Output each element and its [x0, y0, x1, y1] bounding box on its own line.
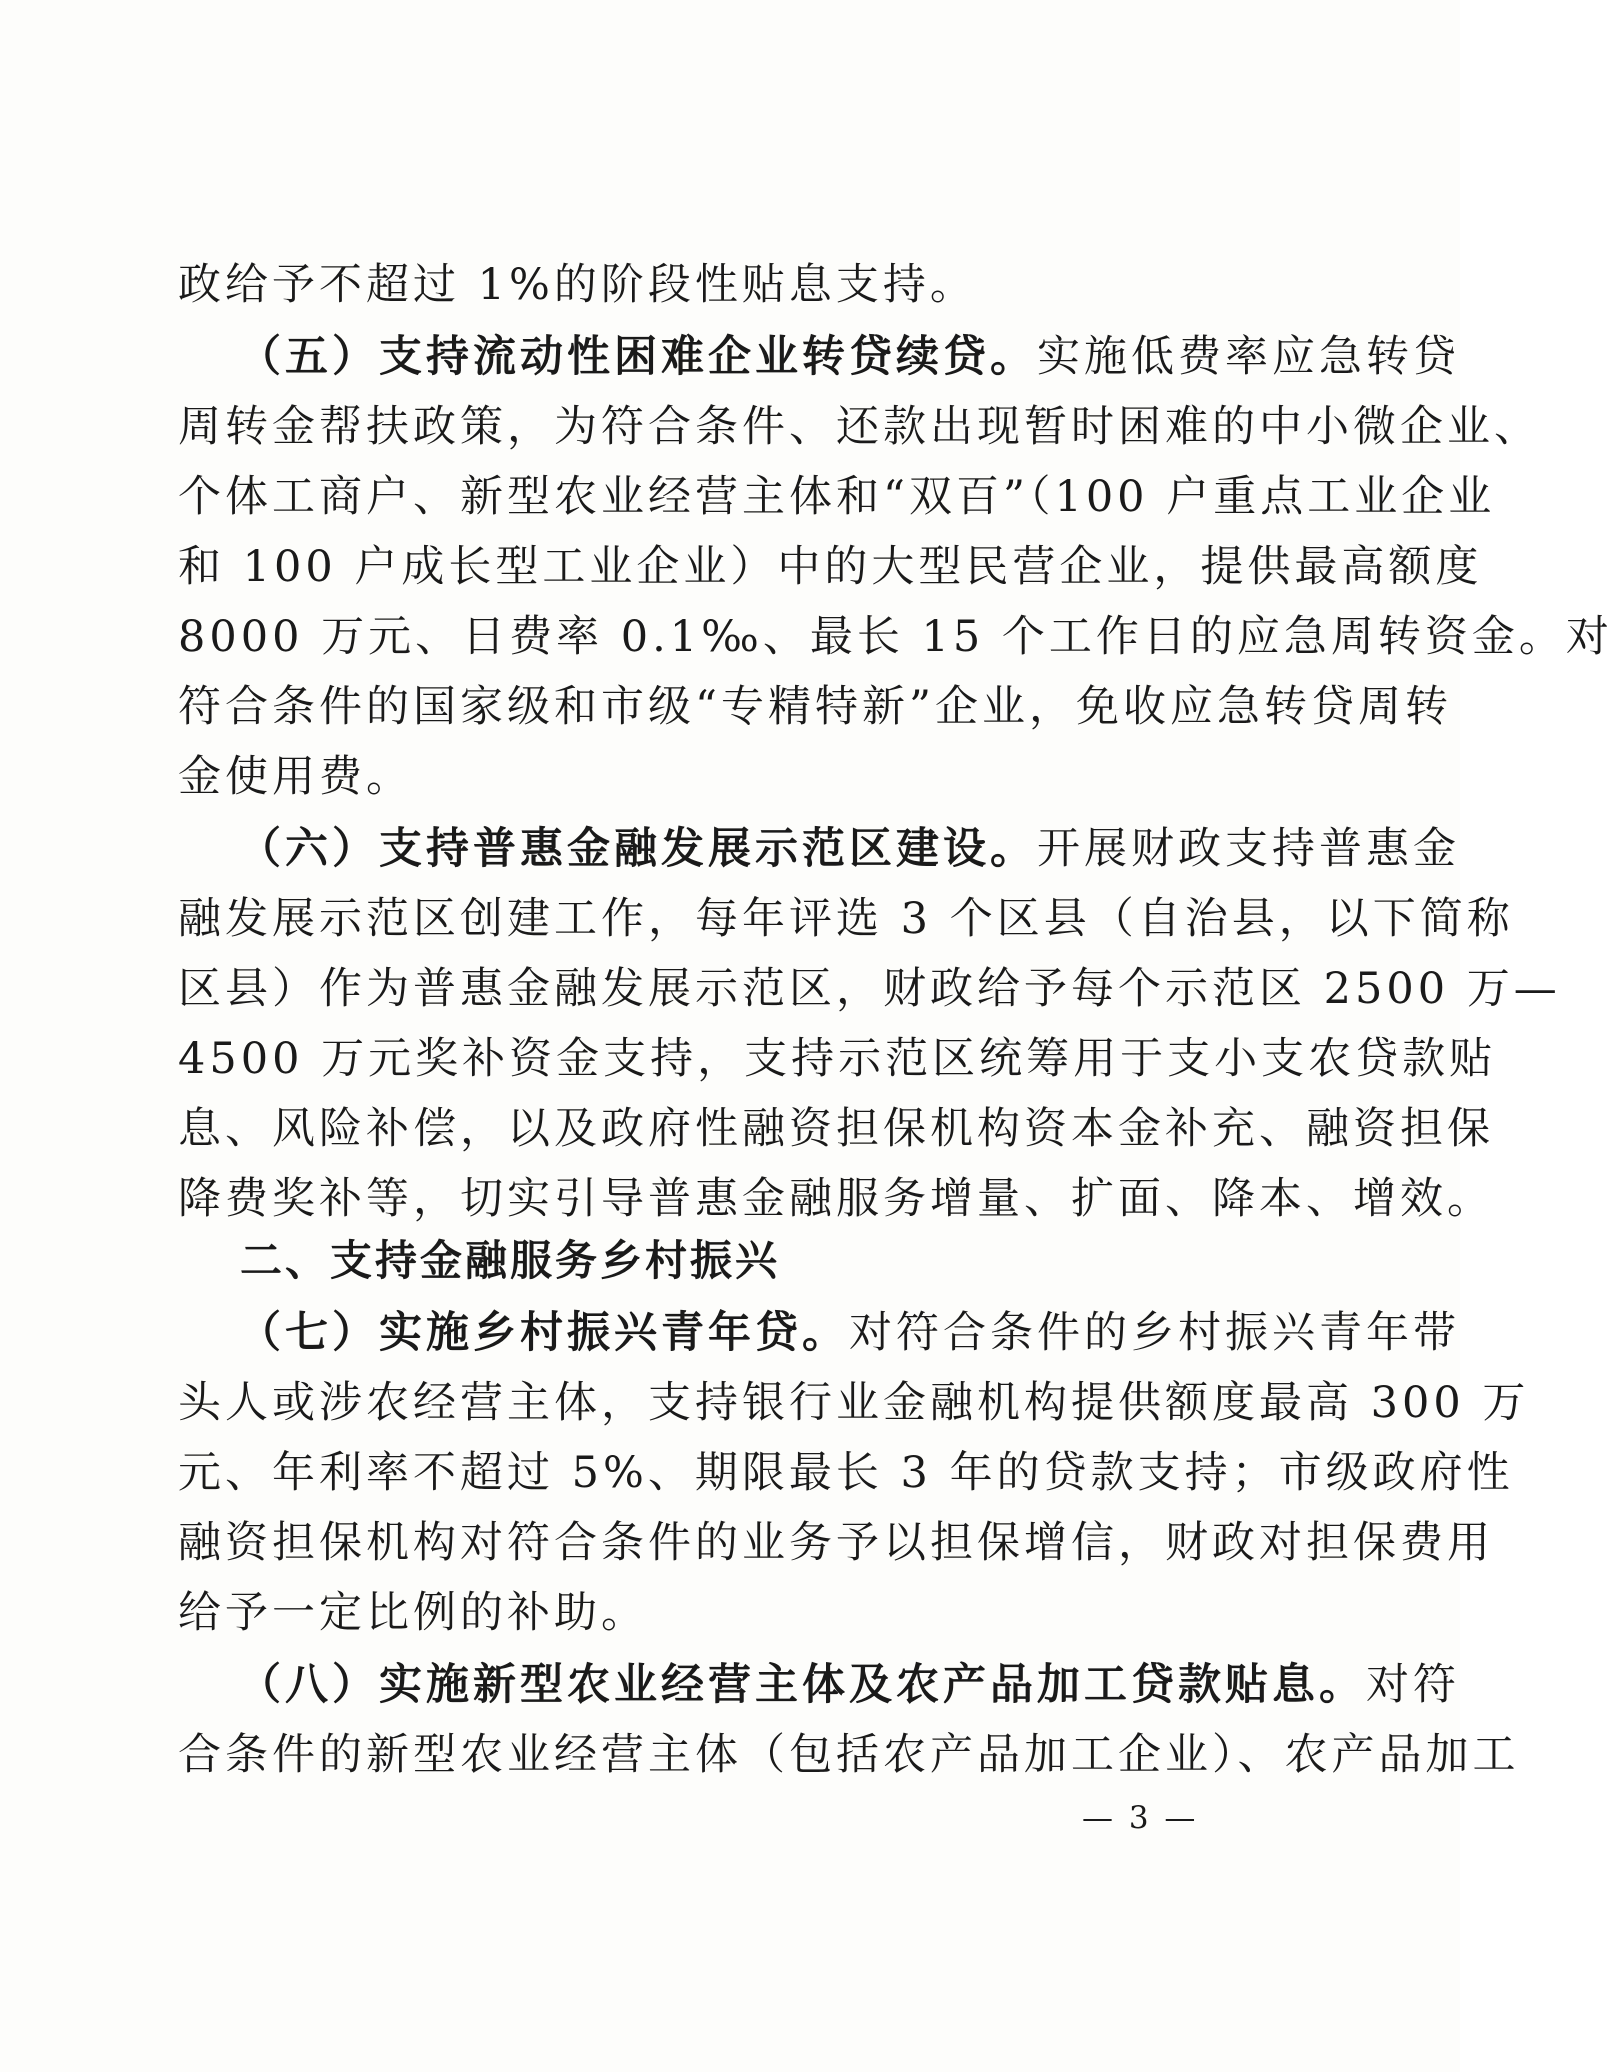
- section-title-six: （六）支持普惠金融发展示范区建设。: [238, 824, 1037, 874]
- text-line: 个体工商户、新型农业经营主体和“双百”（100 户重点工业企业: [178, 472, 1496, 522]
- paragraph-seven-first-line: [238, 1298, 1460, 1368]
- text-line: 周转金帮扶政策，为符合条件、还款出现暂时困难的中小微企业、: [178, 402, 1541, 452]
- paragraph-five-first-line: [238, 322, 1460, 392]
- text-line: 头人或涉农经营主体，支持银行业金融机构提供额度最高 300 万: [178, 1378, 1530, 1428]
- section-title-five: （五）支持流动性困难企业转贷续贷。: [238, 332, 1037, 382]
- text-line: 8000 万元、日费率 0.1‰、最长 15 个工作日的应急周转资金。对: [178, 612, 1613, 662]
- text-run: 实施低费率应急转贷: [1037, 332, 1460, 382]
- text-line: 降费奖补等，切实引导普惠金融服务增量、扩面、降本、增效。: [178, 1174, 1494, 1224]
- text-run: 对符合条件的乡村振兴青年带: [849, 1308, 1460, 1358]
- section-title-seven: （七）实施乡村振兴青年贷。: [238, 1308, 849, 1358]
- page-number: — 3 —: [1082, 1800, 1199, 1836]
- paragraph-six-first-line: [238, 814, 1460, 884]
- text-line: 给予一定比例的补助。: [178, 1588, 648, 1638]
- text-line: 和 100 户成长型工业企业）中的大型民营企业，提供最高额度: [178, 542, 1483, 592]
- text-line: 4500 万元奖补资金支持，支持示范区统筹用于支小支农贷款贴: [178, 1034, 1497, 1084]
- section-heading-two: 二、支持金融服务乡村振兴: [240, 1236, 781, 1285]
- text-run: 对符: [1366, 1660, 1460, 1710]
- text-line: 金使用费。: [178, 752, 413, 802]
- text-line: 融发展示范区创建工作，每年评选 3 个区县（自治县，以下简称: [178, 894, 1514, 944]
- text-line: 区县）作为普惠金融发展示范区，财政给予每个示范区 2500 万—: [178, 964, 1561, 1014]
- text-line: 元、年利率不超过 5%、期限最长 3 年的贷款支持；市级政府性: [178, 1448, 1514, 1498]
- section-title-eight: （八）实施新型农业经营主体及农产品加工贷款贴息。: [238, 1660, 1366, 1710]
- text-run: 开展财政支持普惠金: [1037, 824, 1460, 874]
- text-line: 符合条件的国家级和市级“专精特新”企业，免收应急转贷周转: [178, 682, 1452, 732]
- paragraph-eight-first-line: [238, 1650, 1460, 1720]
- text-line: 政给予不超过 1%的阶段性贴息支持。: [178, 260, 977, 310]
- text-line: 合条件的新型农业经营主体（包括农产品加工企业）、农产品加工: [178, 1730, 1520, 1780]
- text-line: 息、风险补偿，以及政府性融资担保机构资本金补充、融资担保: [178, 1104, 1494, 1154]
- text-line: 融资担保机构对符合条件的业务予以担保增信，财政对担保费用: [178, 1518, 1494, 1568]
